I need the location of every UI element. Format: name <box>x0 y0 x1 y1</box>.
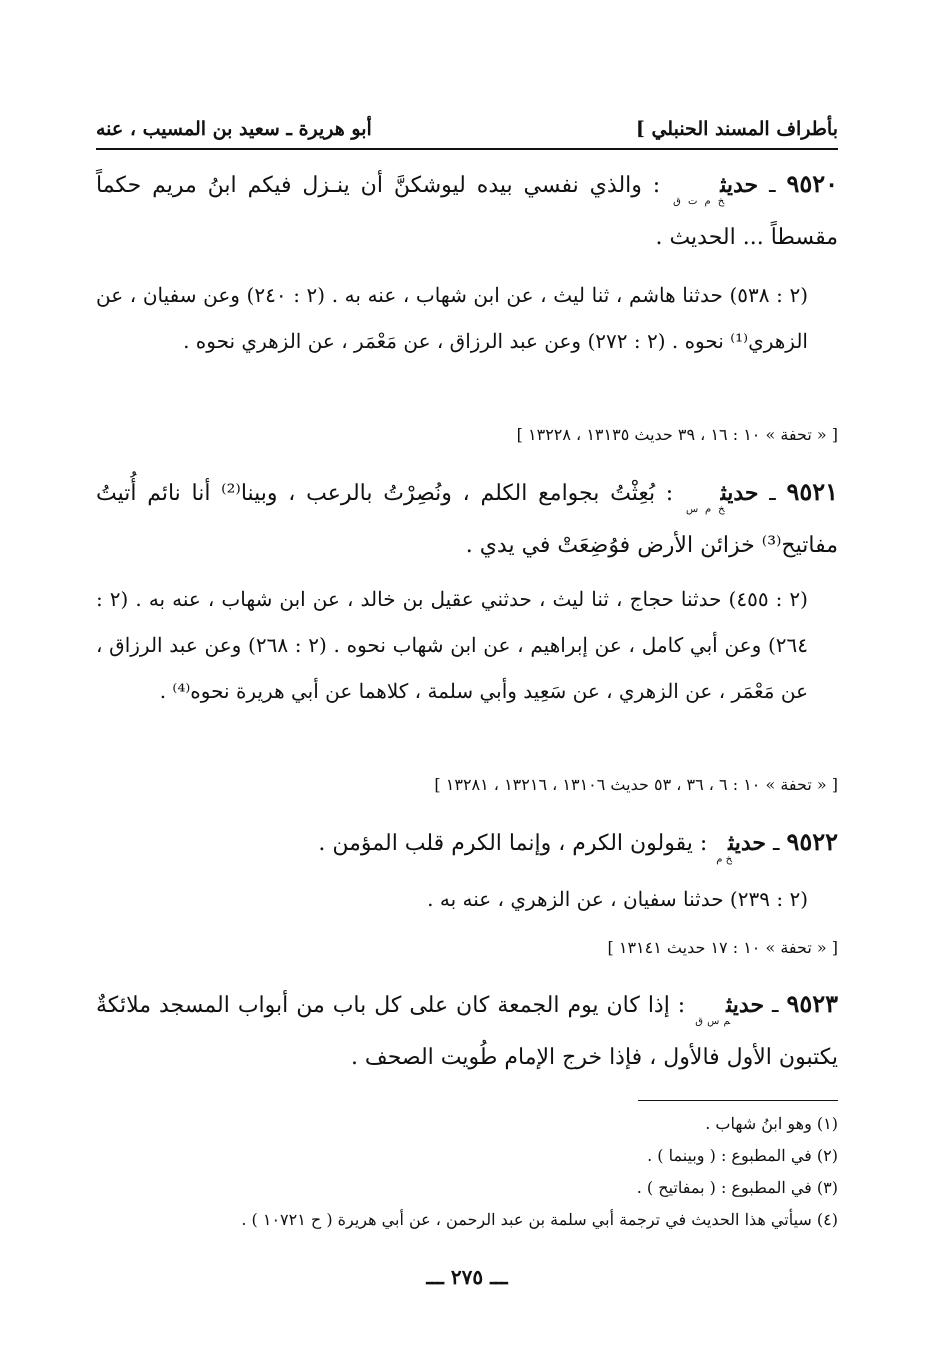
isnad-9520: (٢ : ٥٣٨) حدثنا هاشم ، ثنا ليث ، عن ابن شهاب ، عنه به . (٢ : ٢٤٠) وعن سفيان ، عن الزهري⁽¹⁾ نحوه . (٢ : ٢٧٢) وعن عبد الرزاق ، عن مَعْمَر ، عن الزهري نحوه . <box>96 283 808 353</box>
hadith-9521 <box>96 468 838 570</box>
hadith-9522 <box>96 818 838 872</box>
hadith-number: ٩٥٢٠ <box>786 169 838 198</box>
hadith-number: ٩٥٢٣ <box>786 989 839 1018</box>
header-book-title: بأطراف المسند الحنبلي ] <box>635 118 838 140</box>
hadith-9520 <box>96 160 838 262</box>
header-section-title: أبو هريرة ـ سعيد بن المسيب ، عنه <box>96 118 372 140</box>
isnad-9522: (٢ : ٢٣٩) حدثنا سفيان ، عن الزهري ، عنه به . <box>427 887 808 911</box>
footnote-rule <box>638 1100 838 1101</box>
hadith-number: ٩٥٢١ <box>786 477 839 506</box>
hadith-sigla: خ م ت ق <box>673 196 725 207</box>
footnote-4: (٤) سيأتي هذا الحديث في ترجمة أبي سلمة بن عبد الرحمن ، عن أبي هريرة ( ح ١٠٧٢١ ) . <box>241 1210 838 1229</box>
hadith-text: : بُعِثْتُ بجوامع الكلم ، ونُصِرْتُ بالرعب ، وبينا⁽²⁾ أنا نائم أُتيتُ مفاتيح⁽³⁾ خزائن الأرض فوُضِعَتْ في يدي . <box>96 481 838 558</box>
hadith-keyword: حديث <box>720 172 759 198</box>
hadith-sigla: خ م <box>716 854 733 865</box>
tuhfa-9521: [ « تحفة » ١٠ : ٦ ، ٣٦ ، ٥٣ حديث ١٣١٠٦ ، ١٣٢١٦ ، ١٣٢٨١ ] <box>434 775 838 794</box>
tuhfa-9522: [ « تحفة » ١٠ : ١٧ حديث ١٣١٤١ ] <box>607 938 838 957</box>
hadith-text: : والذي نفسي بيده ليوشكنَّ أن ينـزل فيكم ابنُ مريم حكماً مقسطاً ... الحديث . <box>96 173 838 250</box>
hadith-dash: ـ <box>758 481 787 506</box>
hadith-dash: ـ <box>758 173 787 198</box>
hadith-9523 <box>96 980 838 1082</box>
hadith-dash: ـ <box>766 831 787 856</box>
header-rule <box>96 148 838 150</box>
footnotes <box>96 1108 838 1236</box>
hadith-sigla: م س ق <box>695 1016 731 1027</box>
hadith-keyword: حديث <box>720 480 759 506</box>
isnad-9521: (٢ : ٤٥٥) حدثنا حجاج ، ثنا ليث ، حدثني عقيل بن خالد ، عن ابن شهاب ، عنه به . (٢ : ٢٦٤) وعن أبي كامل ، عن إبراهيم ، عن ابن شهاب نحوه . (٢ : ٢٦٨) وعن عبد الرزاق ، عن مَعْمَر ، عن الزهري ، عن سَعِيد وأبي سلمة ، كلاهما عن أبي هريرة نحوه⁽⁴⁾ . <box>96 587 809 703</box>
document-page <box>96 100 838 1320</box>
hadith-keyword: حديث <box>726 992 765 1018</box>
footnote-2: (٢) في المطبوع : ( وبينما ) . <box>647 1146 838 1165</box>
hadith-text: : يقولون الكرم ، وإنما الكرم قلب المؤمن . <box>318 831 715 856</box>
footnote-3: (٣) في المطبوع : ( بمفاتيح ) . <box>636 1178 838 1197</box>
footnote-1: (١) وهو ابنُ شهاب . <box>705 1114 838 1133</box>
hadith-text: : إذا كان يوم الجمعة كان على كل باب من أبواب المسجد ملائكةٌ يكتبون الأول فالأول ، فإذا خرج الإمام طُويت الصحف . <box>96 993 838 1070</box>
hadith-sigla: خ م س <box>685 504 725 515</box>
page-number: ـــ ٢٧٥ ـــ <box>426 1265 508 1289</box>
running-header <box>96 110 838 146</box>
hadith-dash: ـ <box>764 993 787 1018</box>
hadith-number: ٩٥٢٢ <box>786 827 838 856</box>
tuhfa-9520: [ « تحفة » ١٠ : ١٦ ، ٣٩ حديث ١٣١٣٥ ، ١٣٢٢٨ ] <box>516 425 838 444</box>
hadith-keyword: حديث <box>728 830 766 856</box>
